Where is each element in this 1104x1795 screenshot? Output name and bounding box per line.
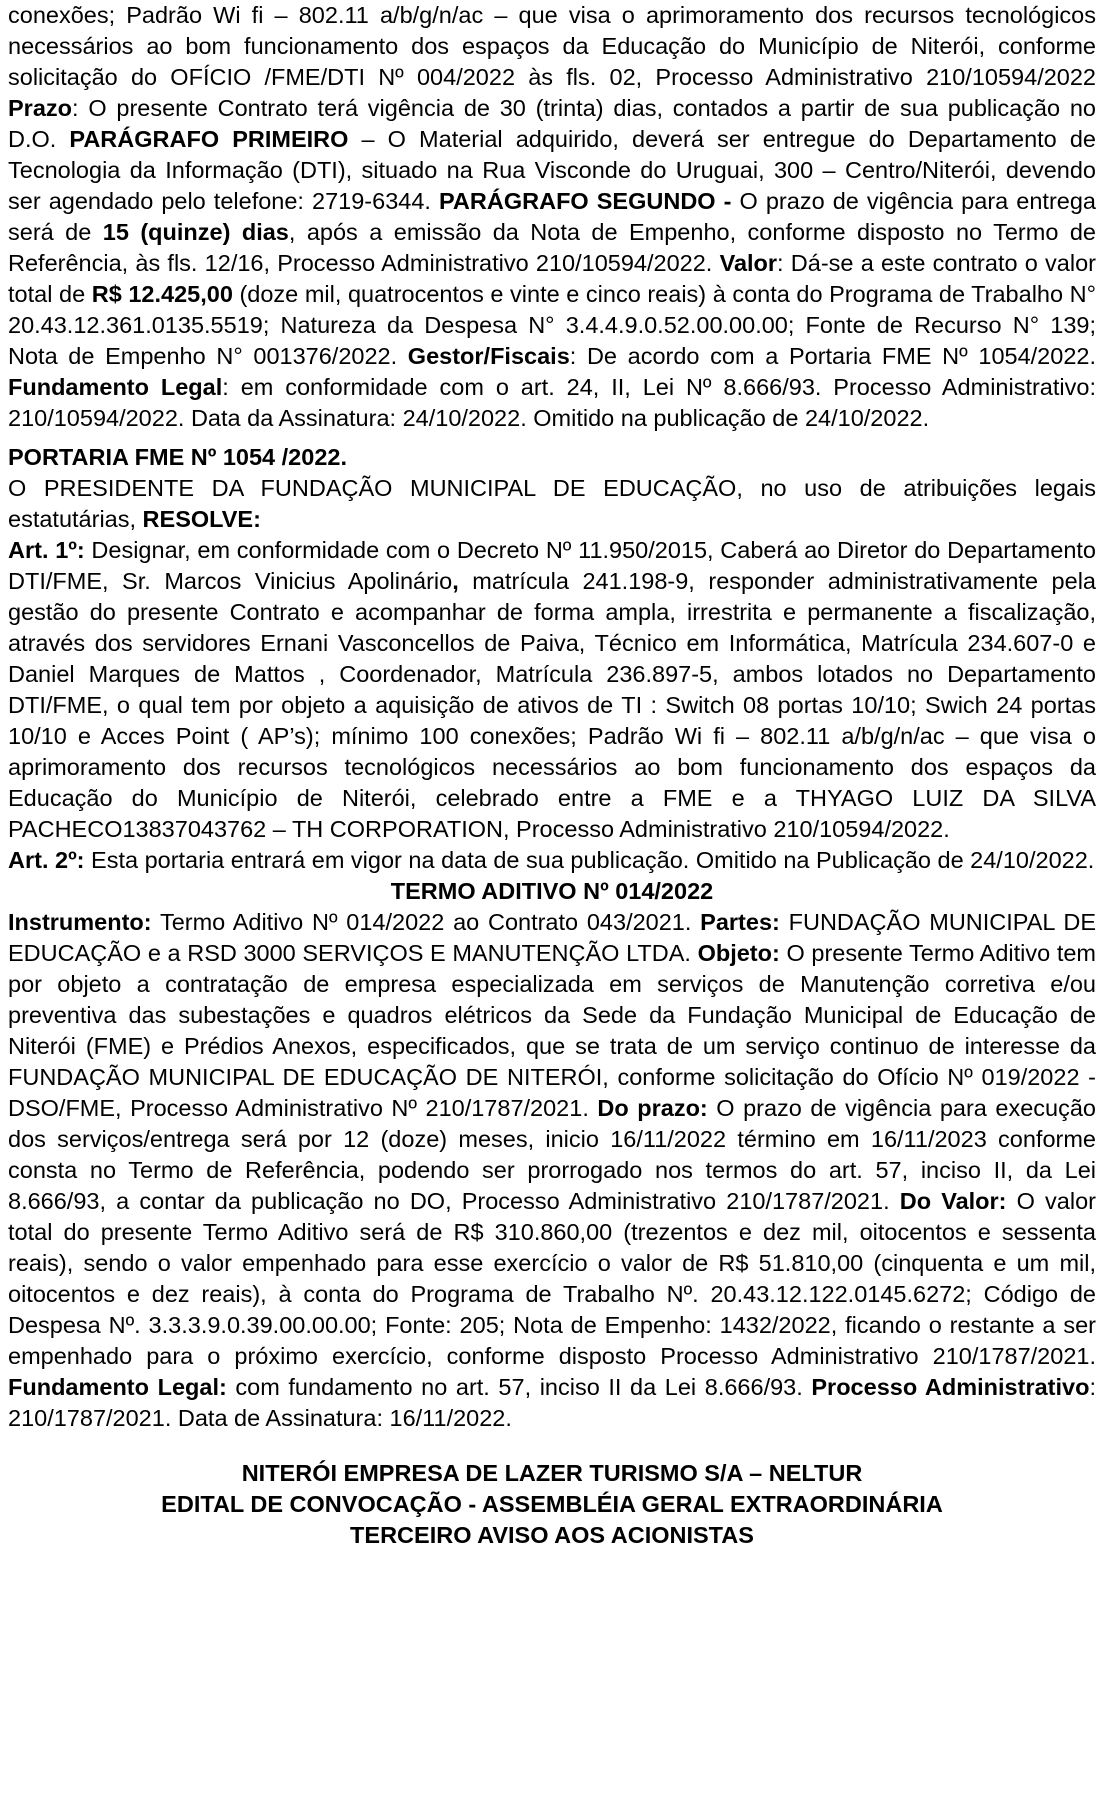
contract-continuation-paragraph [8, 0, 1096, 434]
bold-run: RESOLVE: [142, 506, 261, 532]
bold-run: PARÁGRAFO SEGUNDO - [439, 188, 732, 214]
portaria-article-2 [8, 845, 1096, 876]
text-run: Designar, em conformidade com o Decreto Nº 11.950/2015, Caberá ao Diretor do Departamento DTI/FME, Sr. Marcos Vinicius Apolinário [8, 537, 1096, 594]
text-run: O prazo de vigência para execução dos serviços/entrega será por 12 (doze) meses, inicio 16/11/2022 término em 16/11/2023 conforme consta no Termo de Referência, podendo ser prorrogado nos termos do art. 57, inciso II, da Lei 8.666/93, a contar da publicação no DO, Processo Administrativo 210/1787/2021. [8, 1095, 1096, 1214]
portaria-article-1 [8, 535, 1096, 845]
text-run: : 210/1787/2021. Data de Assinatura: 16/11/2022. [8, 1374, 1096, 1431]
text-run: : em conformidade com o art. 24, II, Lei Nº 8.666/93. Processo Administrativo: 210/10594/2022. Data da Assinatura: 24/10/2022. Omitido na publicação de 24/10/2022. [8, 374, 1096, 431]
portaria-title-text: PORTARIA FME Nº 1054 /2022. [8, 444, 347, 470]
bold-run: Art. 2º: [8, 847, 85, 873]
bold-run: Fundamento Legal [8, 374, 223, 400]
section-gap [8, 434, 1096, 442]
bold-run: , [452, 568, 459, 594]
bold-run: Partes: [700, 909, 780, 935]
bold-run: Valor [719, 250, 778, 276]
text-run: Esta portaria entrará em vigor na data de sua publicação. Omitido na Publicação de 24/10/2022. [84, 847, 1095, 873]
bold-run: Do prazo: [597, 1095, 708, 1121]
bold-run: Prazo [8, 95, 72, 121]
bold-run: Instrumento: [8, 909, 152, 935]
bold-run: R$ 12.425,00 [91, 281, 233, 307]
text-run: O valor total do presente Termo Aditivo será de R$ 310.860,00 (trezentos e dez mil, oitocentos e sessenta reais), sendo o valor empenhado para esse exercício o valor de R$ 51.810,00 (cinquenta e um mil, oitocentos e dez reais), à conta do Programa de Trabalho Nº. 20.43.12.122.0145.6272; Código de Despesa Nº. 3.3.3.9.0.39.00.00.00; Fonte: 205; Nota de Empenho: 1432/2022, ficando o restante a ser empenhado para o próximo exercício, conforme disposto Processo Administrativo 210/1787/2021. [8, 1188, 1096, 1369]
bold-run: PARÁGRAFO PRIMEIRO [69, 126, 349, 152]
bold-run: Processo Administrativo [811, 1374, 1090, 1400]
text-run: : Dá-se a este contrato o valor total de [8, 250, 1096, 307]
text-run: , após a emissão da Nota de Empenho, conforme disposto no Termo de Referência, às fls. 12/16, Processo Administrativo 210/10594/2022. [8, 219, 1096, 276]
text-run: matrícula 241.198-9, responder administrativamente pela gestão do presente Contrato e acompanhar de forma ampla, irrestrita e permanente a fiscalização, através dos servidores Ernani Vasconcellos de Paiva, Técnico em Informática, Matrícula 234.607-0 e Daniel Marques de Mattos , Coordenador, Matrícula 236.897-5, ambos lotados no Departamento DTI/FME, o qual tem por objeto a aquisição de ativos de TI : Switch 08 portas 10/10; Swich 24 portas 10/10 e Acces Point ( AP’s); mínimo 100 conexões; Padrão Wi fi – 802.11 a/b/g/n/ac – que visa o aprimoramento dos recursos tecnológicos necessários ao bom funcionamento dos espaços da Educação do Município de Niterói, celebrado entre a FME e a THYAGO LUIZ DA SILVA PACHECO13837043762 – TH CORPORATION, Processo Administrativo 210/10594/2022. [8, 568, 1096, 842]
bold-run: Objeto: [697, 940, 780, 966]
bold-run: Gestor/Fiscais [407, 343, 570, 369]
portaria-title [8, 442, 1096, 473]
text-run: (doze mil, quatrocentos e vinte e cinco reais) à conta do Programa de Trabalho N° 20.43.12.361.0135.5519; Natureza da Despesa N° 3.4.4.9.0.52.00.00.00; Fonte de Recurso N° 139; Nota de Empenho N° 001376/2022. [8, 281, 1096, 369]
text-run: conexões; Padrão Wi fi – 802.11 a/b/g/n/ac – que visa o aprimoramento dos recursos tecnológicos necessários ao bom funcionamento dos espaços da Educação do Município de Niterói, conforme solicitação do OFÍCIO /FME/DTI Nº 004/2022 às fls. 02, Processo Administrativo 210/10594/2022 [8, 2, 1096, 90]
neltur-heading-line-2: EDITAL DE CONVOCAÇÃO - ASSEMBLÉIA GERAL EXTRAORDINÁRIA [161, 1491, 943, 1517]
text-run: O presente Termo Aditivo tem por objeto a contratação de empresa especializada em serviços de Manutenção corretiva e/ou preventiva das subestações e quadros elétricos da Sede da Fundação Municipal de Educação de Niterói (FME) e Prédios Anexos, especificados, que se trata de um serviço continuo de interesse da FUNDAÇÃO MUNICIPAL DE EDUCAÇÃO DE NITERÓI, conforme solicitação do Ofício Nº 019/2022 - DSO/FME, Processo Administrativo Nº 210/1787/2021. [8, 940, 1096, 1121]
portaria-intro-paragraph [8, 473, 1096, 535]
neltur-heading-line-3: TERCEIRO AVISO AOS ACIONISTAS [350, 1522, 754, 1548]
text-run: O PRESIDENTE DA FUNDAÇÃO MUNICIPAL DE EDUCAÇÃO, no uso de atribuições legais estatutárias, [8, 475, 1096, 532]
text-run: : De acordo com a Portaria FME Nº 1054/2022. [569, 343, 1096, 369]
text-run: Termo Aditivo Nº 014/2022 ao Contrato 043/2021. [151, 909, 701, 935]
bold-run: Fundamento Legal: [8, 1374, 227, 1400]
bold-run: Art. 1º: [8, 537, 85, 563]
termo-aditivo-title: TERMO ADITIVO Nº 014/2022 [390, 878, 714, 904]
bold-run: 15 (quinze) dias [102, 219, 289, 245]
text-run: – O Material adquirido, deverá ser entregue do Departamento de Tecnologia da Informação (DTI), situado na Rua Visconde do Uruguai, 300 – Centro/Niterói, devendo ser agendado pelo telefone: 2719-6344. [8, 126, 1096, 214]
text-run: O prazo de vigência para entrega será de [8, 188, 1096, 245]
text-run: : O presente Contrato terá vigência de 30 (trinta) dias, contados a partir de sua publicação no D.O. [8, 95, 1096, 152]
termo-aditivo-paragraph [8, 907, 1096, 1434]
neltur-heading-line-1: NITERÓI EMPRESA DE LAZER TURISMO S/A – NELTUR [241, 1460, 863, 1486]
text-run: FUNDAÇÃO MUNICIPAL DE EDUCAÇÃO e a RSD 3000 SERVIÇOS E MANUTENÇÃO LTDA. [8, 909, 1096, 966]
text-run: com fundamento no art. 57, inciso II da Lei 8.666/93. [226, 1374, 812, 1400]
section-gap [8, 1434, 1096, 1458]
bold-run: Do Valor: [899, 1188, 1007, 1214]
